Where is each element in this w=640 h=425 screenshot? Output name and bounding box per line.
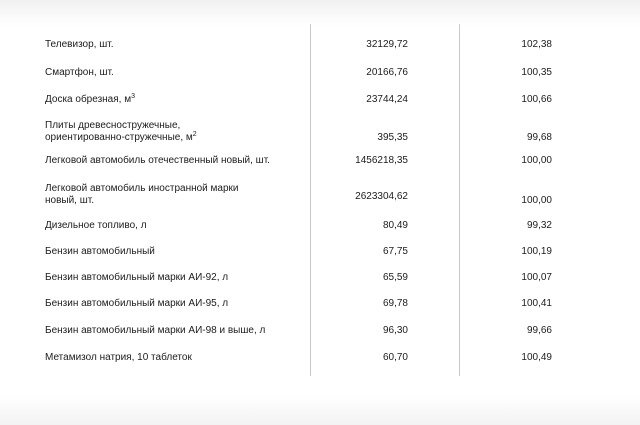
product-name-line1: Легковой автомобиль иностранной марки [45,183,239,194]
table-row [0,238,640,258]
product-name: Дизельное топливо, л [45,220,147,231]
product-name: Легковой автомобиль отечественный новый, шт. [45,155,270,166]
price-index: 102,38 [521,39,552,50]
product-name-line1: Плиты древесностружечные, [45,120,181,131]
price-index: 100,00 [521,195,552,206]
table-row [0,264,640,284]
price-index: 99,68 [526,132,552,143]
product-name: Смартфон, шт. [45,67,114,78]
average-price: 395,35 [377,132,408,143]
price-index: 100,19 [521,246,552,257]
price-index: 100,00 [521,155,552,166]
unit-superscript: 3 [131,93,135,100]
unit-superscript: 2 [192,131,197,138]
product-name: Телевизор, шт. [45,39,114,50]
average-price: 96,30 [382,325,408,336]
table-row [0,317,640,337]
product-name-line2: ориентированно-стружечные, м [45,132,193,143]
product-name-text: Доска обрезная, м [45,94,132,105]
product-name: Бензин автомобильный марки АИ-92, л [45,272,229,283]
average-price: 60,70 [382,352,408,363]
product-name: Бензин автомобильный марки АИ-98 и выше, л [45,325,266,336]
average-price: 1456218,35 [355,155,408,166]
table-row [0,147,640,167]
price-index: 100,66 [521,94,552,105]
price-index: 99,32 [526,220,552,231]
product-name: Метамизол натрия, 10 таблеток [45,352,192,363]
price-index: 100,49 [521,352,552,363]
table-row [0,86,640,106]
product-name: Бензин автомобильный [45,246,155,257]
product-name-line2: новый, шт. [45,195,94,206]
product-name [45,120,197,144]
product-name [45,94,135,106]
average-price: 65,59 [382,272,408,283]
table-row [0,177,640,207]
average-price: 67,75 [382,246,408,257]
table-row [0,114,640,144]
table-row [0,59,640,79]
average-price: 2623304,62 [355,191,408,202]
price-index: 100,35 [521,67,552,78]
price-index: 100,07 [521,272,552,283]
average-price: 32129,72 [366,39,408,50]
average-price: 69,78 [382,298,408,309]
average-price: 20166,76 [366,67,408,78]
table-row [0,31,640,51]
table-row [0,290,640,310]
table-row [0,212,640,232]
product-name [45,183,239,207]
average-price: 80,49 [382,220,408,231]
price-index: 100,41 [521,298,552,309]
price-index: 99,66 [526,325,552,336]
product-name: Бензин автомобильный марки АИ-95, л [45,298,229,309]
table-row [0,344,640,364]
average-price: 23744,24 [366,94,408,105]
